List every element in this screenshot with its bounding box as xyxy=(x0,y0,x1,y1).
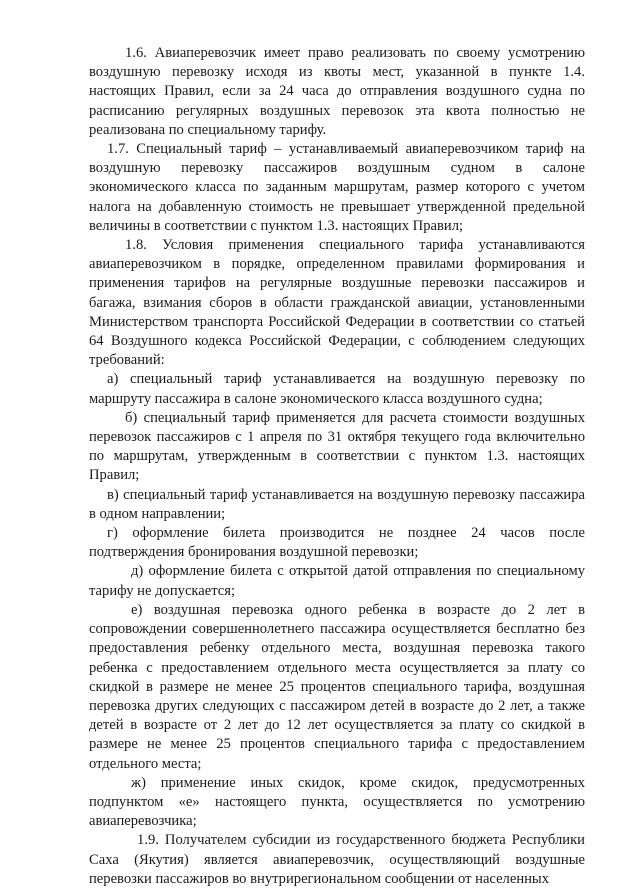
list-item-e: е) воздушная перевозка одного ребенка в возрасте до 2 лет в сопровождении совершеннолетнего пассажира осуществляется бесплатно без предоставления ребенку отдельного места, воздушная перевозка такого ребенка с предоставлением отдельного места осуществляется за плату со скидкой в размере не менее 25 процентов специального тарифа, воздушная перевозка других следующих с пассажиром детей в возрасте до 2 лет, а также детей в возрасте от 2 лет до 12 лет осуществляется за плату со скидкой в размере не менее 25 процентов специального тарифа с предоставлением отдельного места; xyxy=(89,601,585,772)
list-item-v: в) специальный тариф устанавливается на воздушную перевозку пассажира в одном направлении; xyxy=(89,486,585,522)
paragraph-1-7: 1.7. Специальный тариф – устанавливаемый авиаперевозчиком тариф на воздушную перевозку пассажиров воздушным судном в салоне экономического класса по заданным маршрутам, размер которого с учетом налога на добавленную стоимость не превышает утвержденной предельной величины в соответствии с пунктом 1.3. настоящих Правил; xyxy=(89,141,585,234)
document-body xyxy=(89,44,585,889)
paragraph-1-8: 1.8. Условия применения специального тарифа устанавливаются авиаперевозчиком в порядке, определенном правилами формирования и применения тарифов на регулярные воздушные перевозки пассажиров и багажа, взимания сборов в области гражданской авиации, установленными Министерством транспорта Российской Федерации в соответствии со статьей 64 Воздушного кодекса Российской Федерации, с соблюдением следующих требований: xyxy=(89,237,585,369)
list-item-zh: ж) применение иных скидок, кроме скидок, предусмотренных подпунктом «е» настоящего пункта, осуществляется по усмотрению авиаперевозчика; xyxy=(89,774,585,830)
list-item-a: а) специальный тариф устанавливается на воздушную перевозку по маршруту пассажира в салоне экономического класса воздушного судна; xyxy=(89,371,585,407)
paragraph-1-6: 1.6. Авиаперевозчик имеет право реализовать по своему усмотрению воздушную перевозку исходя из квоты мест, указанной в пункте 1.4. настоящих Правил, если за 24 часа до отправления воздушного судна по расписанию регулярных воздушных перевозок эта квота полностью не реализована по специальному тарифу. xyxy=(89,45,585,138)
list-item-g: г) оформление билета производится не позднее 24 часов после подтверждения бронирования воздушной перевозки; xyxy=(89,525,585,561)
list-item-b: б) специальный тариф применяется для расчета стоимости воздушных перевозок пассажиров с 1 апреля по 31 октября текущего года включительно по маршрутам, утвержденным в соответствии с пунктом 1.3. настоящих Правил; xyxy=(89,409,585,484)
paragraph-1-9: 1.9. Получателем субсидии из государственного бюджета Республики Саха (Якутия) является авиаперевозчик, осуществляющий воздушные перевозки пассажиров во внутрирегиональном сообщении от населенных xyxy=(89,832,585,887)
list-item-d: д) оформление билета с открытой датой отправления по специальному тарифу не допускается; xyxy=(89,563,585,599)
